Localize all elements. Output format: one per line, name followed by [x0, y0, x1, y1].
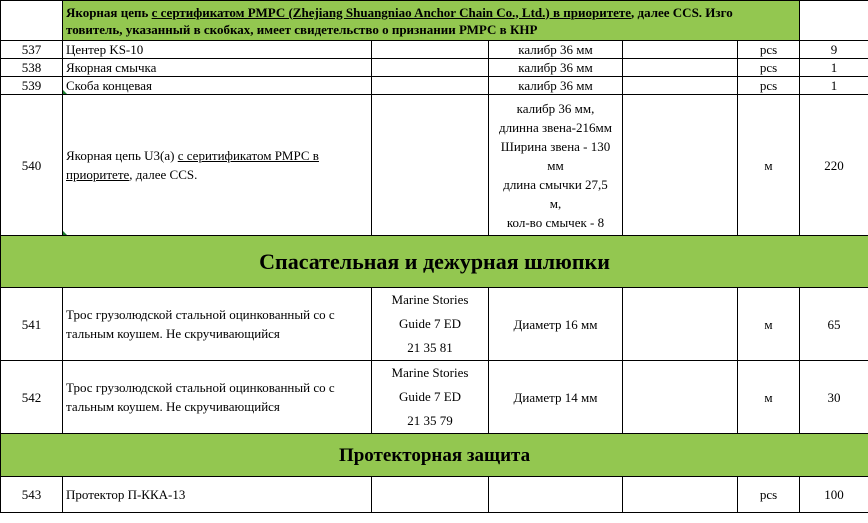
row-name-underlined: с серитификатом РМРС в	[177, 148, 319, 163]
row-name: Протектор П-ККА-13	[63, 477, 372, 513]
row-ref	[372, 41, 489, 59]
row-qty: 100	[800, 477, 868, 513]
row-name-suffix: , далее CCS.	[129, 167, 198, 182]
row-name-underlined-2: приоритете	[66, 167, 130, 182]
row-spec: Диаметр 16 мм	[489, 288, 623, 361]
row-unit: pcs	[738, 59, 800, 77]
row-qty: 1	[800, 59, 868, 77]
header-num-cell	[1, 1, 63, 41]
row-unit: pcs	[738, 77, 800, 95]
row-unit: м	[738, 361, 800, 434]
row-name-line: Трос грузолюдской стальной оцинкованный со с	[66, 307, 335, 322]
row-num: 542	[1, 361, 63, 434]
spec-line: м,	[549, 195, 562, 211]
header-title-cell	[63, 1, 800, 41]
row-name: Скоба концевая	[63, 77, 372, 95]
section-title: Протекторная защита	[1, 434, 868, 477]
row-unit: pcs	[738, 41, 800, 59]
row-qty: 220	[800, 95, 868, 236]
row-qty: 65	[800, 288, 868, 361]
table-row	[1, 477, 868, 513]
row-unit: pcs	[738, 477, 800, 513]
row-unit: м	[738, 95, 800, 236]
row-ref	[372, 59, 489, 77]
row-ref	[372, 288, 489, 361]
ref-line: Marine Stories	[391, 292, 469, 307]
section-row	[1, 236, 868, 288]
row-num: 543	[1, 477, 63, 513]
ref-line: 21 35 81	[407, 340, 453, 355]
row-empty	[623, 95, 738, 236]
spec-line: калибр 36 мм,	[516, 100, 595, 116]
table-row	[1, 361, 868, 434]
row-name-prefix: Якорная цепь U3(a)	[66, 148, 178, 163]
row-qty: 1	[800, 77, 868, 95]
row-spec: калибр 36 мм	[489, 77, 623, 95]
table-row	[1, 41, 868, 59]
ref-line: Marine Stories	[391, 365, 469, 380]
row-name-line: тальным коушем. Не скручивающийся	[66, 326, 280, 341]
row-num: 537	[1, 41, 63, 59]
ref-line: 21 35 79	[407, 413, 453, 428]
row-spec: Диаметр 14 мм	[489, 361, 623, 434]
row-spec: калибр 36 мм	[489, 41, 623, 59]
table-row	[1, 288, 868, 361]
row-name-line: тальным коушем. Не скручивающийся	[66, 399, 280, 414]
row-spec	[489, 477, 623, 513]
header-title-text	[66, 5, 733, 37]
row-name	[63, 288, 372, 361]
row-num: 540	[1, 95, 63, 236]
row-qty: 9	[800, 41, 868, 59]
row-qty: 30	[800, 361, 868, 434]
title-line2: товитель, указанный в скобках, имеет свидетельство о признании РМРС в КНР	[66, 21, 538, 37]
row-name	[63, 361, 372, 434]
row-ref	[372, 95, 489, 236]
title-prefix: Якорная цепь	[66, 4, 152, 20]
row-empty	[623, 288, 738, 361]
row-name: Центер KS-10	[63, 41, 372, 59]
row-ref	[372, 77, 489, 95]
row-empty	[623, 477, 738, 513]
section-row	[1, 434, 868, 477]
row-empty	[623, 41, 738, 59]
row-name	[63, 95, 372, 236]
spec-line: мм	[547, 157, 564, 173]
row-name-line: Трос грузолюдской стальной оцинкованный со с	[66, 380, 335, 395]
spec-line: длина смычки 27,5	[503, 176, 608, 192]
row-empty	[623, 77, 738, 95]
title-suffix: , далее CCS. Изго	[631, 4, 733, 20]
row-ref	[372, 477, 489, 513]
row-num: 538	[1, 59, 63, 77]
header-row	[1, 1, 868, 41]
table-row	[1, 59, 868, 77]
header-qty-cell	[800, 1, 868, 41]
row-ref	[372, 361, 489, 434]
spec-line: длинна звена-216мм	[499, 119, 612, 135]
title-underlined: с сертификатом РМРС (Zhejiang Shuangniao Anchor Chain Co., Ltd.) в приоритете	[151, 4, 632, 20]
section-title: Спасательная и дежурная шлюпки	[1, 236, 868, 288]
row-num: 539	[1, 77, 63, 95]
ref-line: Guide 7 ED	[398, 389, 462, 404]
table-row	[1, 77, 868, 95]
spec-line: Ширина звена - 130	[500, 138, 611, 154]
row-spec	[489, 95, 623, 236]
table-row	[1, 95, 868, 236]
row-name: Якорная смычка	[63, 59, 372, 77]
row-empty	[623, 361, 738, 434]
row-num: 541	[1, 288, 63, 361]
row-unit: м	[738, 288, 800, 361]
ref-line: Guide 7 ED	[398, 316, 462, 331]
spec-line: кол-во смычек - 8	[506, 214, 605, 230]
row-empty	[623, 59, 738, 77]
row-spec: калибр 36 мм	[489, 59, 623, 77]
